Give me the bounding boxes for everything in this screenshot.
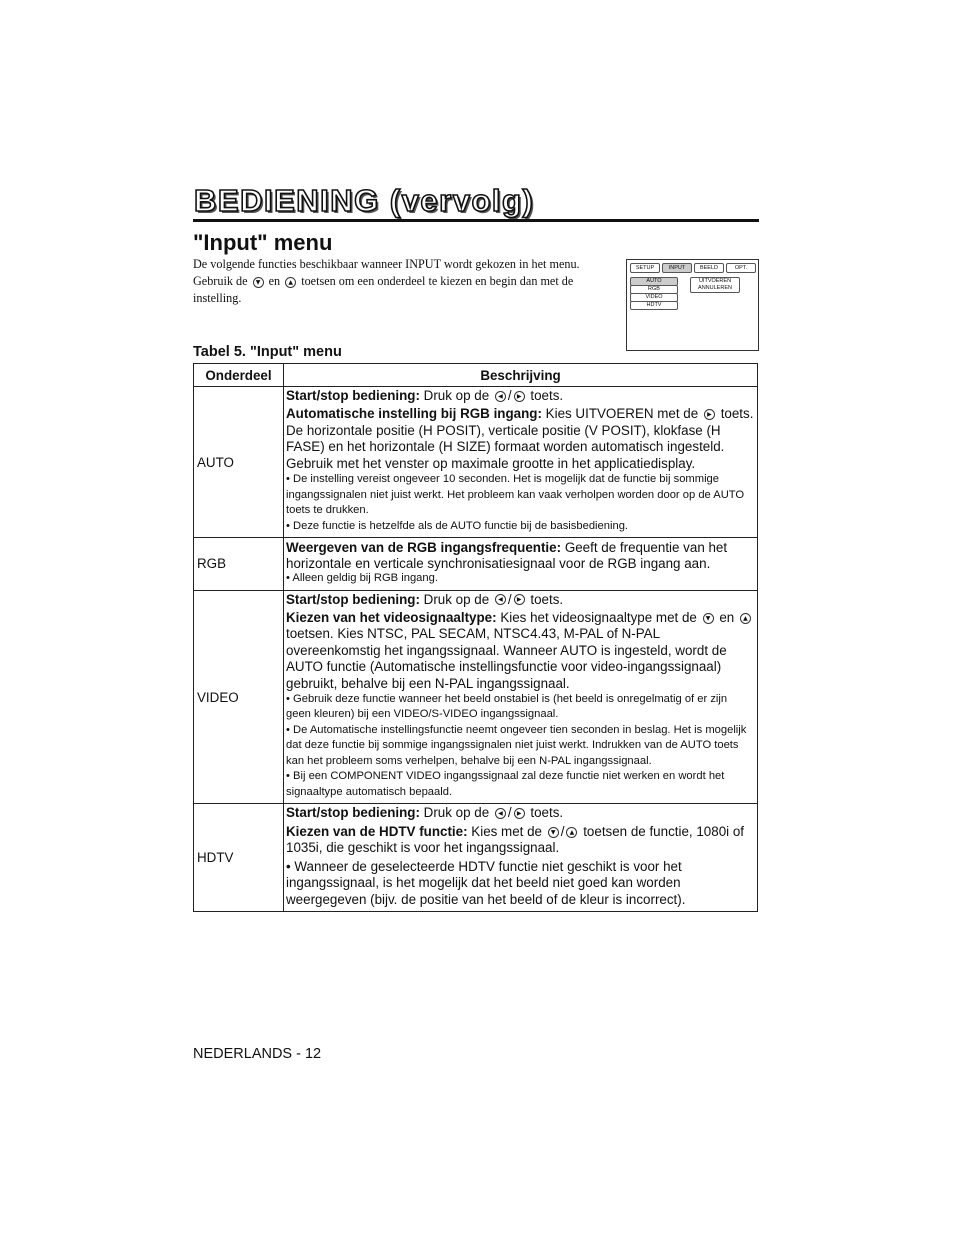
row-name: AUTO bbox=[194, 387, 284, 538]
label: Kiezen van de HDTV functie: bbox=[286, 823, 468, 839]
up-button-icon: ▲ bbox=[740, 613, 751, 624]
osd-tab: BEELD bbox=[694, 263, 724, 273]
left-button-icon: ◀ bbox=[495, 594, 506, 605]
text: Druk op de bbox=[423, 591, 490, 607]
page-heading: "Input" menu bbox=[193, 230, 333, 255]
text: en bbox=[719, 609, 735, 625]
up-button-icon: ▲ bbox=[566, 827, 577, 838]
row-description bbox=[284, 590, 758, 804]
osd-submenu bbox=[690, 277, 740, 293]
note: • Bij een COMPONENT VIDEO ingangssignaal zal deze functie niet werken en wordt het signaaltype automatisch bepaald. bbox=[286, 770, 725, 798]
osd-sub-item: UITVOEREN bbox=[698, 278, 732, 284]
text: / bbox=[507, 805, 512, 821]
text: Druk op de bbox=[423, 805, 490, 821]
text: / bbox=[560, 823, 565, 839]
intro-text-3: toetsen om een onderdeel te kiezen en begin dan met de instelling. bbox=[193, 274, 574, 305]
row-name: RGB bbox=[194, 538, 284, 591]
text: Geeft de frequentie van het horizontale en verticale synchronisatiesignaal voor de RGB ingang aan. bbox=[286, 540, 728, 571]
note: • Gebruik deze functie wanneer het beeld onstabiel is (het beeld is onregelmatig of er zijn geen kleuren) bij een VIDEO/S-VIDEO ingangssignaal. bbox=[286, 692, 728, 721]
osd-item: HDTV bbox=[630, 301, 678, 310]
label: Kiezen van het videosignaaltype: bbox=[286, 609, 497, 625]
text: Kies het videosignaaltype met de bbox=[500, 609, 697, 625]
page-footer: NEDERLANDS - 12 bbox=[193, 1046, 322, 1062]
text: Druk op de bbox=[423, 388, 490, 403]
osd-tab-active: INPUT bbox=[662, 263, 692, 273]
note: • Alleen geldig bij RGB ingang. bbox=[286, 572, 438, 585]
text: / bbox=[507, 591, 512, 607]
text: toets. bbox=[530, 805, 564, 821]
table-row-hdtv bbox=[194, 804, 758, 911]
right-button-icon: ▶ bbox=[514, 391, 525, 402]
note: • De instelling vereist ongeveer 10 seconden. Het is mogelijk dat de functie bij sommige ingangssignalen niet juist werkt. Het probleem kan vaak verholpen worden door op de AUTO toets te drukken. bbox=[286, 473, 745, 517]
table-row-rgb bbox=[194, 538, 758, 591]
note: • Wanneer de geselecteerde HDTV functie niet geschikt is voor het ingangssignaal, is het mogelijk dat het beeld niet goed kan worden weergegeven (bijv. de positie van het beeld of de kleur is incorrect). bbox=[286, 858, 686, 907]
row-description bbox=[284, 538, 758, 591]
row-description bbox=[284, 804, 758, 911]
row-name: VIDEO bbox=[194, 590, 284, 804]
osd-sub-item: ANNULEREN bbox=[698, 285, 732, 291]
right-button-icon: ▶ bbox=[704, 409, 715, 420]
text: toetsen. Kies NTSC, PAL SECAM, NTSC4.43, M-PAL of N-PAL overeenkomstig het ingangssignaal. Wanneer AUTO is ingesteld, wordt de AUTO functie (Automatische instellingsfunctie voor video-ingangssignaal) gebruikt, behalve bij een N-PAL ingangssignaal. bbox=[286, 626, 727, 691]
text: toets. bbox=[530, 591, 564, 607]
osd-item-active: AUTO bbox=[630, 277, 678, 286]
osd-item: VIDEO bbox=[630, 293, 678, 302]
left-button-icon: ◀ bbox=[495, 808, 506, 819]
osd-menu-illustration bbox=[626, 259, 759, 351]
intro-text-1: De volgende functies beschikbaar wanneer INPUT wordt gekozen in het menu. Gebruik de bbox=[193, 257, 580, 288]
table-caption: Tabel 5. "Input" menu bbox=[193, 344, 342, 360]
down-button-icon: ▼ bbox=[703, 613, 714, 624]
left-button-icon: ◀ bbox=[495, 391, 506, 402]
down-button-icon: ▼ bbox=[253, 277, 264, 288]
label: Start/stop bediening: bbox=[286, 591, 420, 607]
row-name: HDTV bbox=[194, 804, 284, 911]
row-description bbox=[284, 387, 758, 538]
header-description: Beschrijving bbox=[284, 364, 758, 387]
header-item: Onderdeel bbox=[194, 364, 284, 387]
intro-paragraph bbox=[193, 256, 593, 307]
intro-text-2: en bbox=[268, 274, 281, 288]
up-button-icon: ▲ bbox=[285, 277, 296, 288]
label: Weergeven van de RGB ingangsfrequentie: bbox=[286, 540, 562, 556]
text: / bbox=[507, 388, 512, 403]
note: • De Automatische instellingsfunctie neemt ongeveer tien seconden in beslag. Het is mogelijk dat deze functie bij sommige ingangssignalen niet juist werkt. Indrukken van de AUTO toets kan het probleem soms verhelpen, behalve bij een N-PAL ingangssignaal. bbox=[286, 723, 747, 767]
down-button-icon: ▼ bbox=[548, 827, 559, 838]
text: toetsen de functie, 1080i of 1035i, die geschikt is voor het ingangssignaal. bbox=[286, 823, 745, 856]
label: Start/stop bediening: bbox=[286, 388, 420, 403]
label: Automatische instelling bij RGB ingang: bbox=[286, 406, 542, 422]
label: Start/stop bediening: bbox=[286, 805, 420, 821]
text: Kies met de bbox=[471, 823, 542, 839]
table-header-row bbox=[194, 364, 758, 387]
table-row-auto bbox=[194, 387, 758, 538]
osd-item: RGB bbox=[630, 285, 678, 294]
osd-tab: OPT. bbox=[726, 263, 756, 273]
title-rule bbox=[193, 219, 759, 222]
note: • Deze functie is hetzelfde als de AUTO functie bij de basisbediening. bbox=[286, 519, 629, 532]
osd-tab: SETUP bbox=[630, 263, 660, 273]
input-menu-table bbox=[193, 363, 758, 912]
text: Kies UITVOEREN met de bbox=[545, 406, 699, 422]
table-row-video bbox=[194, 590, 758, 804]
section-title: BEDIENING (vervolg) bbox=[194, 183, 535, 218]
right-button-icon: ▶ bbox=[514, 808, 525, 819]
text: toets. bbox=[530, 388, 564, 403]
text: toets. De horizontale positie (H POSIT), verticale positie (V POSIT), klokfase (H FASE) en het horizontale (H SIZE) formaat worden automatisch ingesteld. Gebruik met het venster op maximale grootte in het applicatiedisplay. bbox=[286, 406, 754, 471]
right-button-icon: ▶ bbox=[514, 594, 525, 605]
